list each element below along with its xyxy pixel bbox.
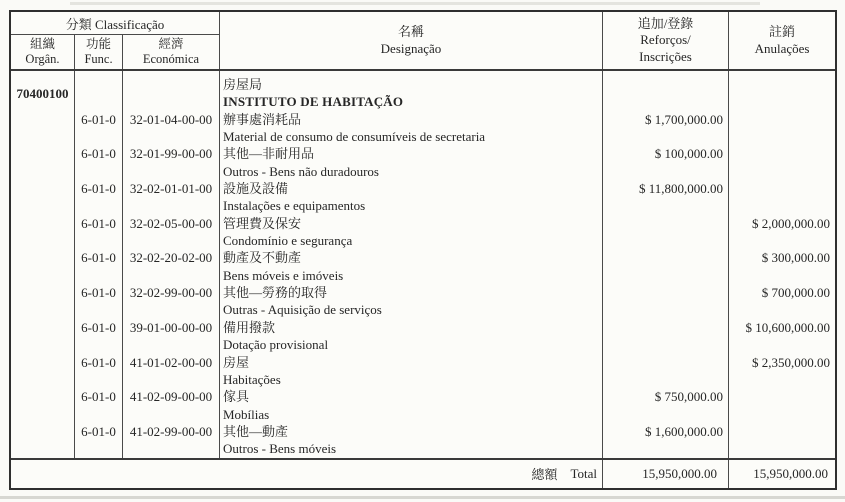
designation-cell xyxy=(220,249,603,284)
header-anulacoes-zh: 註銷 xyxy=(768,24,795,39)
econ-code: 39-01-00-00-00 xyxy=(123,319,220,354)
anulacoes-amount: $ 2,000,000.00 xyxy=(752,215,830,231)
scan-artifact-top xyxy=(70,2,760,5)
org-code xyxy=(11,388,75,423)
designation-pt: Habitações xyxy=(223,371,281,387)
reforcos-amount xyxy=(603,249,729,284)
anulacoes-amount xyxy=(729,180,835,215)
func-code: 6-01-0 xyxy=(75,423,123,458)
total-label-pt: Total xyxy=(570,465,597,481)
designation-pt: Outros - Bens não duradouros xyxy=(223,163,379,179)
header-reforcos-pt1: Reforços/ xyxy=(640,32,691,48)
designation-cell xyxy=(220,180,603,215)
anulacoes-amount xyxy=(729,388,835,423)
designation-zh: 房屋 xyxy=(223,354,250,370)
designation-pt: Bens móveis e imóveis xyxy=(223,267,344,283)
org-code xyxy=(11,145,75,180)
org-code xyxy=(11,423,75,458)
total-row xyxy=(11,458,835,488)
designation-zh: 其他—勞務的取得 xyxy=(223,285,328,301)
func-code: 6-01-0 xyxy=(75,284,123,319)
designation-cell xyxy=(220,215,603,250)
designation-zh: 設施及設備 xyxy=(223,181,289,197)
header-classification-group: 分類 Classificação xyxy=(11,12,220,35)
designation-pt: Material de consumo de consumíveis de secretaria xyxy=(223,129,486,145)
designation-zh: 辦事處消耗品 xyxy=(223,111,302,127)
org-code xyxy=(11,284,75,319)
econ-code: 41-02-09-00-00 xyxy=(123,388,220,423)
anulacoes-amount xyxy=(729,111,835,146)
econ-code: 41-02-99-00-00 xyxy=(123,423,220,458)
anulacoes-amount: $ 2,350,000.00 xyxy=(752,354,830,370)
reforcos-amount: $ 1,700,000.00 xyxy=(603,111,729,146)
designation-pt: INSTITUTO DE HABITAÇÃO xyxy=(223,94,404,110)
econ-code: 32-02-05-00-00 xyxy=(123,215,220,250)
header-org-column xyxy=(11,35,75,69)
func-code: 6-01-0 xyxy=(75,111,123,146)
header-func-column xyxy=(75,35,123,69)
header-designation-pt: Designação xyxy=(380,40,442,56)
header-anulacoes-column xyxy=(729,12,835,69)
anulacoes-amount xyxy=(729,423,835,458)
table-header xyxy=(11,12,835,71)
total-label xyxy=(11,460,603,488)
header-reforcos-pt2: Inscrições xyxy=(639,48,692,64)
func-code: 6-01-0 xyxy=(75,249,123,284)
designation-pt: Mobílias xyxy=(223,406,270,422)
org-code xyxy=(11,215,75,250)
func-code: 6-01-0 xyxy=(75,145,123,180)
designation-pt: Outras - Aquisição de serviços xyxy=(223,302,382,318)
anulacoes-amount: $ 700,000.00 xyxy=(761,285,830,301)
designation-cell xyxy=(220,388,603,423)
reforcos-amount: $ 11,800,000.00 xyxy=(603,180,729,215)
designation-zh: 管理費及保安 xyxy=(223,215,302,231)
func-code: 6-01-0 xyxy=(75,180,123,215)
reforcos-amount xyxy=(603,284,729,319)
header-func-zh: 功能 xyxy=(85,36,111,51)
designation-zh: 備用撥款 xyxy=(223,319,276,335)
anulacoes-amount xyxy=(729,71,835,111)
header-reforcos-zh: 追加/登錄 xyxy=(637,15,694,31)
econ-code: 32-01-99-00-00 xyxy=(123,145,220,180)
econ-code: 32-02-99-00-00 xyxy=(123,284,220,319)
designation-pt: Condomínio e segurança xyxy=(223,233,353,249)
header-econ-zh: 經濟 xyxy=(158,36,184,51)
header-anulacoes-pt: Anulações xyxy=(754,40,810,56)
header-designation-column xyxy=(220,12,603,69)
designation-cell xyxy=(220,71,603,111)
designation-pt: Outros - Bens móveis xyxy=(223,441,337,457)
header-func-pt: Func. xyxy=(84,52,113,66)
reforcos-amount: $ 1,600,000.00 xyxy=(603,423,729,458)
func-code: 6-01-0 xyxy=(75,354,123,389)
anulacoes-amount: $ 10,600,000.00 xyxy=(745,319,830,335)
org-code xyxy=(11,249,75,284)
anulacoes-amount: $ 300,000.00 xyxy=(761,250,830,266)
header-designation-zh: 名稱 xyxy=(397,24,424,39)
designation-zh: 其他—非耐用品 xyxy=(223,146,315,162)
designation-cell xyxy=(220,111,603,146)
designation-pt: Dotação provisional xyxy=(223,337,329,353)
reforcos-amount: $ 100,000.00 xyxy=(603,145,729,180)
econ-code: 32-01-04-00-00 xyxy=(123,111,220,146)
total-label-zh: 總額 xyxy=(531,467,558,483)
org-code xyxy=(11,319,75,354)
designation-pt: Instalações e equipamentos xyxy=(223,198,366,214)
total-reforcos: 15,950,000.00 xyxy=(603,460,729,488)
func-code xyxy=(75,71,123,111)
designation-cell xyxy=(220,284,603,319)
header-org-zh: 組織 xyxy=(29,36,55,51)
reforcos-amount xyxy=(603,71,729,111)
econ-code: 32-02-20-02-00 xyxy=(123,249,220,284)
org-code: 70400100 xyxy=(11,71,75,111)
header-reforcos-column xyxy=(603,12,729,69)
scan-artifact-bottom xyxy=(0,496,845,499)
reforcos-amount xyxy=(603,215,729,250)
designation-cell xyxy=(220,145,603,180)
func-code: 6-01-0 xyxy=(75,215,123,250)
header-econ-column xyxy=(123,35,220,69)
designation-zh: 其他—動產 xyxy=(223,423,289,439)
designation-zh: 房屋局 xyxy=(223,77,263,92)
designation-cell xyxy=(220,423,603,458)
econ-code xyxy=(123,71,220,111)
org-code xyxy=(11,180,75,215)
header-org-pt: Orgân. xyxy=(25,52,60,66)
budget-table xyxy=(9,10,837,490)
reforcos-amount: $ 750,000.00 xyxy=(603,388,729,423)
org-code xyxy=(11,354,75,389)
func-code: 6-01-0 xyxy=(75,388,123,423)
table-body xyxy=(11,71,835,458)
econ-code: 32-02-01-01-00 xyxy=(123,180,220,215)
designation-zh: 動產及不動產 xyxy=(223,250,302,266)
func-code: 6-01-0 xyxy=(75,319,123,354)
designation-cell xyxy=(220,319,603,354)
reforcos-amount xyxy=(603,354,729,389)
org-code xyxy=(11,111,75,146)
designation-cell xyxy=(220,354,603,389)
anulacoes-amount xyxy=(729,145,835,180)
econ-code: 41-01-02-00-00 xyxy=(123,354,220,389)
designation-zh: 傢具 xyxy=(223,389,250,405)
total-anulacoes: 15,950,000.00 xyxy=(753,465,828,481)
reforcos-amount xyxy=(603,319,729,354)
header-econ-pt: Económica xyxy=(142,52,200,66)
